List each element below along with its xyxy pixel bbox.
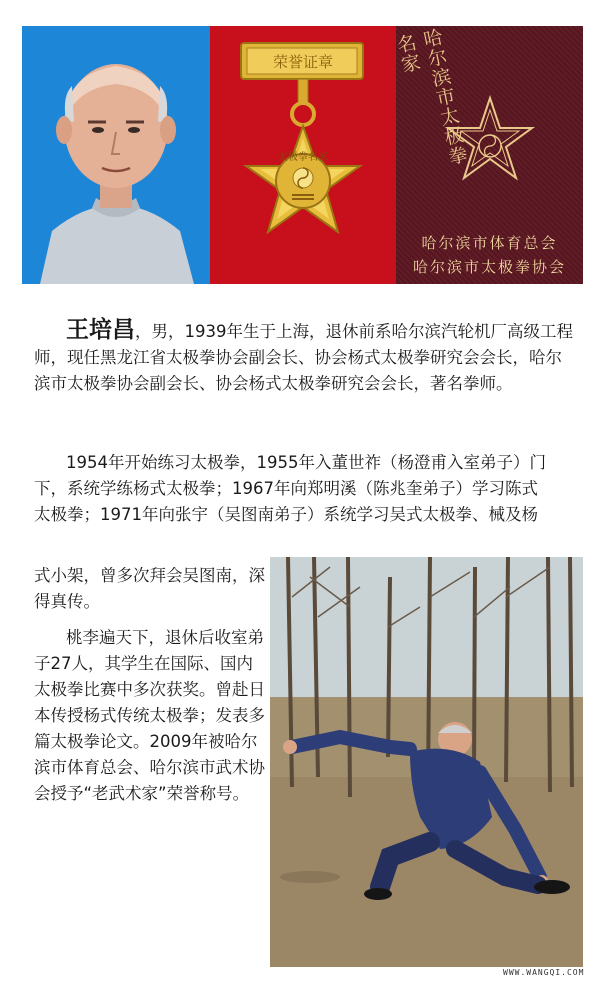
medal-panel: [210, 26, 396, 284]
bio-paragraph-2-continued: 式小架，曾多次拜会吴图南，深得真传。: [34, 566, 265, 611]
star-text: 太极拳名家: [278, 152, 328, 163]
portrait-illustration: [22, 26, 210, 284]
certificate-panel: [392, 26, 583, 284]
person-name: 王培昌: [66, 317, 135, 343]
portrait-photo: [22, 26, 210, 284]
bio-paragraph-2: [34, 450, 574, 528]
bio-paragraph-2-line-3: 太极拳；1971年向张宇（吴图南弟子）系统学习吴式太极拳、械及杨: [34, 505, 538, 524]
bio-paragraph-1: [34, 317, 574, 397]
bio-paragraph-1-text: ，男，1939年生于上海，退休前系哈尔滨汽轮机厂高级工程师，现任黑龙江省太极拳协会副会长、协会杨式太极拳研究会会长，哈尔滨市太极拳协会副会长、协会杨式太极拳研究会会长，著名拳师。: [34, 322, 573, 393]
certificate-org-1: 哈尔滨市体育总会: [421, 234, 558, 252]
bio-paragraph-2-line-1: 1954年开始练习太极拳，1955年入董世祚（杨澄甫入室弟子）门: [66, 453, 546, 472]
header-banner: [22, 26, 583, 284]
watermark: WWW.WANGQI.COM: [503, 968, 585, 977]
ribbon-text: 荣誉证章: [272, 53, 334, 71]
tai-chi-photo: [270, 557, 583, 967]
bio-paragraph-2-line-2: 下，系统学练杨式太极拳；1967年向郑明溪（陈兆奎弟子）学习陈式: [34, 479, 538, 498]
tai-chi-illustration: [270, 557, 583, 967]
medal-illustration: [210, 26, 396, 284]
bio-paragraph-3: 桃李遍天下，退休后收室弟子27人，其学生在国际、国内太极拳比赛中多次获奖。曾赴日本传授杨式传统太极拳；发表多篇太极拳论文。2009年被哈尔滨市体育总会、哈尔滨市武术协会授予“老武术家”荣誉称号。: [34, 628, 265, 803]
certificate-org-2: 哈尔滨市太极拳协会: [412, 258, 566, 276]
certificate-title: 哈尔滨市太极拳名家: [392, 26, 470, 168]
